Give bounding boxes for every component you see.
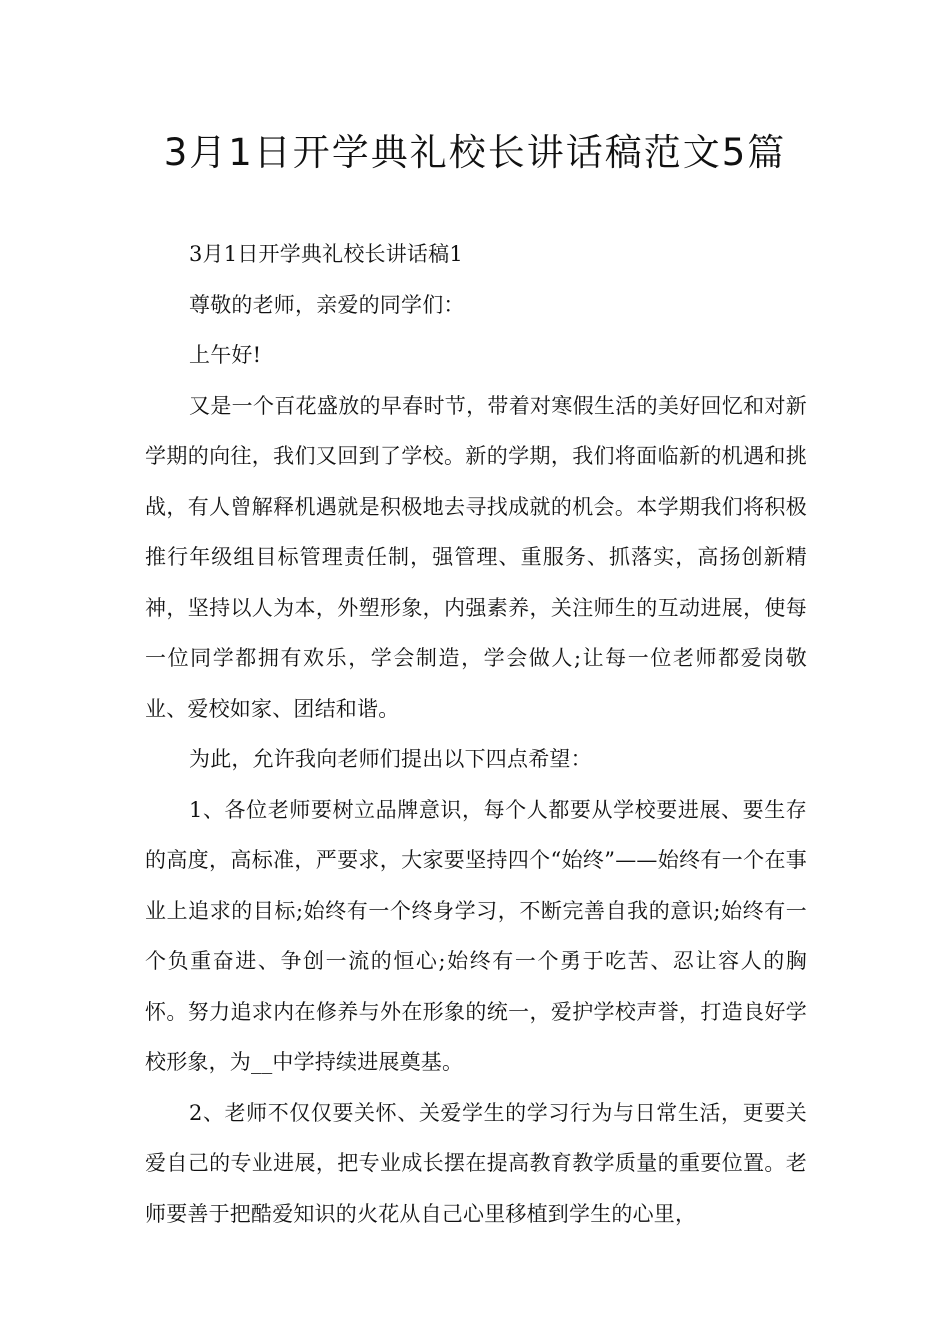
section-heading: 3月1日开学典礼校长讲话稿1 bbox=[189, 242, 463, 266]
body-paragraph: 为此，允许我向老师们提出以下四点希望： bbox=[189, 747, 592, 771]
greeting: 上午好! bbox=[189, 343, 262, 367]
body-paragraph: 2、老师不仅仅要关怀、关爱学生的学习行为与日常生活，更要关爱自己的专业进展，把专业成长摆在提高教育教学质量的重要位置。老师要善于把酷爱知识的火花从自己心里移植到学生的心里， bbox=[145, 1100, 807, 1226]
body-paragraph: 又是一个百花盛放的早春时节，带着对寒假生活的美好回忆和对新学期的向往，我们又回到了学校。新的学期，我们将面临新的机遇和挑战，有人曾解释机遇就是积极地去寻找成就的机会。本学期我们将积极推行年级组目标管理责任制，强管理、重服务、抓落实，高扬创新精神，坚持以人为本，外塑形象，内强素养，关注师生的互动进展，使每一位同学都拥有欢乐，学会制造，学会做人;让每一位老师都爱岗敬业、爱校如家、团结和谐。 bbox=[145, 393, 807, 721]
document-title: 3月1日开学典礼校长讲话稿范文5篇 bbox=[163, 131, 787, 174]
document-body bbox=[145, 229, 807, 1239]
body-paragraph: 1、各位老师要树立品牌意识，每个人都要从学校要进展、要生存的高度，高标准，严要求，大家要坚持四个“始终”——始终有一个在事业上追求的目标;始终有一个终身学习，不断完善自我的意识;始终有一个负重奋进、争创一流的恒心;始终有一个勇于吃苦、忍让容人的胸怀。努力追求内在修养与外在形象的统一，爱护学校声誉，打造良好学校形象，为__中学持续进展奠基。 bbox=[145, 797, 807, 1074]
salutation: 尊敬的老师，亲爱的同学们： bbox=[189, 292, 465, 317]
